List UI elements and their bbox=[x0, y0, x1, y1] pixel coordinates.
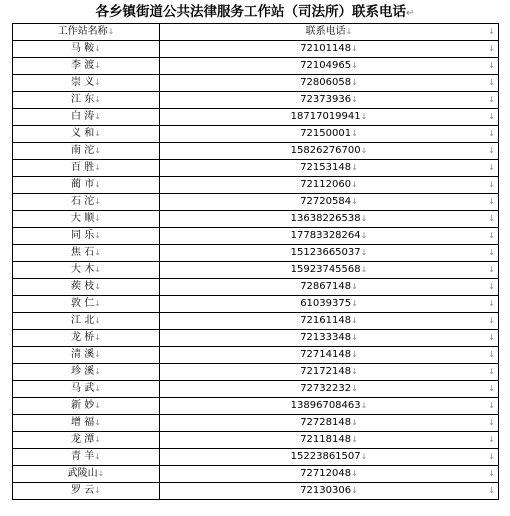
document-title bbox=[0, 4, 510, 20]
phone-number-cell bbox=[160, 415, 499, 432]
table-row bbox=[13, 415, 499, 432]
row-end-mark-icon: ↓ bbox=[488, 214, 495, 223]
phone-number-cell bbox=[160, 364, 499, 381]
phone-number: 72712048 bbox=[300, 468, 352, 479]
cell-mark-icon: ↓ bbox=[94, 180, 101, 189]
row-end-mark-icon: ↓ bbox=[488, 350, 495, 359]
cell-mark-icon: ↓ bbox=[94, 61, 101, 70]
cell-mark-icon: ↓ bbox=[351, 333, 358, 342]
phone-number-cell bbox=[160, 313, 499, 330]
row-end-mark-icon: ↓ bbox=[488, 367, 495, 376]
table-row bbox=[13, 143, 499, 160]
station-name: 大 木 bbox=[71, 264, 95, 275]
cell-mark-icon: ↓ bbox=[94, 146, 101, 155]
station-name-cell bbox=[13, 160, 160, 177]
cell-mark-icon: ↓ bbox=[94, 214, 101, 223]
phone-number-cell bbox=[160, 262, 499, 279]
phone-number-cell bbox=[160, 296, 499, 313]
cell-mark-icon: ↓ bbox=[94, 163, 101, 172]
station-name-cell bbox=[13, 109, 160, 126]
header-phone-cell bbox=[160, 24, 499, 41]
phone-number: 72150001 bbox=[300, 128, 352, 139]
cell-mark-icon: ↓ bbox=[351, 435, 358, 444]
table-row bbox=[13, 58, 499, 75]
header-name-cell bbox=[13, 24, 160, 41]
cell-mark-icon: ↓ bbox=[360, 146, 368, 155]
cell-mark-icon: ↓ bbox=[94, 401, 101, 410]
row-end-mark-icon: ↓ bbox=[488, 248, 495, 257]
phone-number: 72161148 bbox=[300, 315, 352, 326]
cell-mark-icon: ↓ bbox=[94, 44, 101, 53]
cell-mark-icon: ↓ bbox=[351, 316, 358, 325]
phone-number: 72172148 bbox=[300, 366, 352, 377]
cell-mark-icon: ↓ bbox=[94, 112, 101, 121]
phone-number-cell bbox=[160, 177, 499, 194]
row-end-mark-icon: ↓ bbox=[488, 435, 495, 444]
phone-number: 72153148 bbox=[300, 162, 352, 173]
station-name-cell bbox=[13, 41, 160, 58]
table-row bbox=[13, 262, 499, 279]
station-name: 蒺 枝 bbox=[71, 281, 95, 292]
station-name-cell bbox=[13, 466, 160, 483]
station-name: 珍 溪 bbox=[71, 366, 95, 377]
phone-number-cell bbox=[160, 398, 499, 415]
phone-number-cell bbox=[160, 381, 499, 398]
row-end-mark-icon: ↓ bbox=[488, 401, 495, 410]
phone-number-cell bbox=[160, 432, 499, 449]
cell-mark-icon: ↓ bbox=[94, 316, 101, 325]
phone-number: 72732232 bbox=[300, 383, 352, 394]
station-name-cell bbox=[13, 177, 160, 194]
station-name: 南 沱 bbox=[71, 145, 95, 156]
phone-number: 13638226538 bbox=[290, 213, 361, 224]
station-name: 马 武 bbox=[71, 383, 95, 394]
station-name-cell bbox=[13, 58, 160, 75]
row-end-mark-icon: ↓ bbox=[488, 469, 495, 478]
table-row bbox=[13, 347, 499, 364]
row-end-mark-icon: ↓ bbox=[488, 384, 495, 393]
cell-mark-icon: ↓ bbox=[351, 282, 358, 291]
row-end-mark-icon: ↓ bbox=[488, 78, 495, 87]
row-end-mark-icon: ↓ bbox=[488, 282, 495, 291]
phone-number-cell bbox=[160, 228, 499, 245]
station-name-cell bbox=[13, 347, 160, 364]
cell-mark-icon: ↓ bbox=[94, 282, 101, 291]
phone-number: 72373936 bbox=[300, 94, 352, 105]
phone-number: 72130306 bbox=[300, 485, 352, 496]
station-name-cell bbox=[13, 330, 160, 347]
cell-mark-icon: ↓ bbox=[94, 486, 101, 495]
station-name-cell bbox=[13, 381, 160, 398]
row-end-mark-icon: ↓ bbox=[488, 112, 495, 121]
cell-mark-icon: ↓ bbox=[94, 231, 101, 240]
phone-number: 17783328264 bbox=[290, 230, 361, 241]
table-row bbox=[13, 432, 499, 449]
phone-number: 61039375 bbox=[300, 298, 352, 309]
cell-mark-icon: ↓ bbox=[351, 486, 358, 495]
phone-number-cell bbox=[160, 330, 499, 347]
phone-number: 72101148 bbox=[300, 43, 352, 54]
station-name-cell bbox=[13, 449, 160, 466]
cell-mark-icon: ↓ bbox=[94, 452, 101, 461]
station-name: 义 和 bbox=[71, 128, 95, 139]
phone-number: 72112060 bbox=[300, 179, 352, 190]
phone-number: 15223861507 bbox=[290, 451, 361, 462]
paragraph-mark-icon: ↵ bbox=[406, 8, 415, 19]
station-name: 武陵山 bbox=[67, 468, 98, 479]
table-row bbox=[13, 449, 499, 466]
row-end-mark-icon: ↓ bbox=[488, 61, 495, 70]
table-row bbox=[13, 466, 499, 483]
table-row bbox=[13, 177, 499, 194]
cell-mark-icon: ↓ bbox=[351, 163, 358, 172]
header-name-label: 工作站名称 bbox=[57, 26, 108, 37]
cell-mark-icon: ↓ bbox=[351, 61, 358, 70]
table-row bbox=[13, 313, 499, 330]
phone-number-cell bbox=[160, 483, 499, 500]
table-row bbox=[13, 398, 499, 415]
row-end-mark-icon: ↓ bbox=[488, 316, 495, 325]
station-name-cell bbox=[13, 143, 160, 160]
phone-number: 72867148 bbox=[300, 281, 352, 292]
table-row bbox=[13, 75, 499, 92]
cell-mark-icon: ↓ bbox=[351, 469, 358, 478]
phone-number: 72714148 bbox=[300, 349, 352, 360]
station-name: 江 北 bbox=[71, 315, 95, 326]
station-name: 敦 仁 bbox=[71, 298, 95, 309]
cell-mark-icon: ↓ bbox=[351, 384, 358, 393]
phone-number-cell bbox=[160, 92, 499, 109]
phone-number: 72728148 bbox=[300, 417, 352, 428]
phone-number: 18717019941 bbox=[290, 111, 361, 122]
phone-number-cell bbox=[160, 58, 499, 75]
station-name-cell bbox=[13, 194, 160, 211]
row-end-mark-icon: ↓ bbox=[488, 95, 495, 104]
table-row bbox=[13, 126, 499, 143]
station-name: 大 顺 bbox=[71, 213, 95, 224]
cell-mark-icon: ↓ bbox=[360, 401, 368, 410]
station-name-cell bbox=[13, 296, 160, 313]
contact-table bbox=[12, 23, 499, 500]
phone-number-cell bbox=[160, 245, 499, 262]
station-name-cell bbox=[13, 92, 160, 109]
cell-mark-icon: ↓ bbox=[345, 27, 353, 36]
station-name: 龙 桥 bbox=[71, 332, 95, 343]
phone-number-cell bbox=[160, 160, 499, 177]
cell-mark-icon: ↓ bbox=[94, 265, 101, 274]
station-name: 百 胜 bbox=[71, 162, 95, 173]
station-name-cell bbox=[13, 262, 160, 279]
phone-number: 72720584 bbox=[300, 196, 352, 207]
table-row bbox=[13, 228, 499, 245]
station-name-cell bbox=[13, 483, 160, 500]
table-row bbox=[13, 194, 499, 211]
cell-mark-icon: ↓ bbox=[94, 248, 101, 257]
row-end-mark-icon: ↓ bbox=[488, 231, 495, 240]
station-name: 蔺 市 bbox=[71, 179, 95, 190]
station-name-cell bbox=[13, 228, 160, 245]
row-end-mark-icon: ↓ bbox=[488, 129, 495, 138]
phone-number-cell bbox=[160, 347, 499, 364]
row-end-mark-icon: ↓ bbox=[488, 299, 495, 308]
station-name: 江 东 bbox=[71, 94, 95, 105]
cell-mark-icon: ↓ bbox=[360, 231, 368, 240]
phone-number: 72118148 bbox=[300, 434, 352, 445]
cell-mark-icon: ↓ bbox=[94, 367, 101, 376]
cell-mark-icon: ↓ bbox=[94, 299, 101, 308]
station-name-cell bbox=[13, 279, 160, 296]
station-name-cell bbox=[13, 211, 160, 228]
table-row bbox=[13, 211, 499, 228]
cell-mark-icon: ↓ bbox=[94, 418, 101, 427]
station-name-cell bbox=[13, 313, 160, 330]
phone-number: 15826276700 bbox=[290, 145, 361, 156]
table-row bbox=[13, 92, 499, 109]
cell-mark-icon: ↓ bbox=[360, 248, 368, 257]
station-name-cell bbox=[13, 415, 160, 432]
cell-mark-icon: ↓ bbox=[351, 299, 358, 308]
cell-mark-icon: ↓ bbox=[351, 418, 358, 427]
cell-mark-icon: ↓ bbox=[351, 44, 358, 53]
row-end-mark-icon: ↓ bbox=[488, 163, 495, 172]
station-name: 清 溪 bbox=[71, 349, 95, 360]
phone-number-cell bbox=[160, 109, 499, 126]
cell-mark-icon: ↓ bbox=[351, 129, 358, 138]
cell-mark-icon: ↓ bbox=[94, 333, 101, 342]
table-row bbox=[13, 279, 499, 296]
station-name: 龙 潭 bbox=[71, 434, 95, 445]
phone-number-cell bbox=[160, 279, 499, 296]
station-name: 新 妙 bbox=[71, 400, 95, 411]
table-header-row bbox=[13, 24, 499, 41]
station-name: 李 渡 bbox=[71, 60, 95, 71]
station-name: 石 沱 bbox=[71, 196, 95, 207]
phone-number: 13896708463 bbox=[290, 400, 361, 411]
cell-mark-icon: ↓ bbox=[107, 27, 115, 36]
station-name: 白 涛 bbox=[71, 111, 95, 122]
row-end-mark-icon: ↓ bbox=[488, 265, 495, 274]
row-end-mark-icon: ↓ bbox=[488, 418, 495, 427]
row-end-mark-icon: ↓ bbox=[488, 27, 495, 36]
cell-mark-icon: ↓ bbox=[94, 129, 101, 138]
row-end-mark-icon: ↓ bbox=[488, 197, 495, 206]
cell-mark-icon: ↓ bbox=[351, 367, 358, 376]
row-end-mark-icon: ↓ bbox=[488, 44, 495, 53]
cell-mark-icon: ↓ bbox=[360, 214, 368, 223]
cell-mark-icon: ↓ bbox=[351, 350, 358, 359]
header-phone-label: 联系电话 bbox=[305, 26, 346, 37]
table-row bbox=[13, 330, 499, 347]
cell-mark-icon: ↓ bbox=[94, 350, 101, 359]
station-name: 崇 义 bbox=[71, 77, 95, 88]
cell-mark-icon: ↓ bbox=[94, 197, 101, 206]
phone-number-cell bbox=[160, 211, 499, 228]
station-name: 马 鞍 bbox=[71, 43, 95, 54]
cell-mark-icon: ↓ bbox=[351, 95, 358, 104]
phone-number-cell bbox=[160, 41, 499, 58]
cell-mark-icon: ↓ bbox=[351, 197, 358, 206]
document-title-text: 各乡镇街道公共法律服务工作站（司法所）联系电话 bbox=[95, 4, 407, 20]
station-name: 青 羊 bbox=[71, 451, 95, 462]
table-row bbox=[13, 245, 499, 262]
cell-mark-icon: ↓ bbox=[351, 78, 358, 87]
station-name: 罗 云 bbox=[71, 485, 95, 496]
row-end-mark-icon: ↓ bbox=[488, 486, 495, 495]
table-row bbox=[13, 160, 499, 177]
phone-number: 15923745568 bbox=[290, 264, 361, 275]
phone-number: 72104965 bbox=[300, 60, 352, 71]
cell-mark-icon: ↓ bbox=[94, 95, 101, 104]
station-name-cell bbox=[13, 126, 160, 143]
phone-number-cell bbox=[160, 75, 499, 92]
cell-mark-icon: ↓ bbox=[94, 384, 101, 393]
table-row bbox=[13, 381, 499, 398]
row-end-mark-icon: ↓ bbox=[488, 146, 495, 155]
table-row bbox=[13, 109, 499, 126]
cell-mark-icon: ↓ bbox=[94, 78, 101, 87]
table-row bbox=[13, 483, 499, 500]
station-name-cell bbox=[13, 432, 160, 449]
station-name: 同 乐 bbox=[71, 230, 95, 241]
cell-mark-icon: ↓ bbox=[360, 112, 368, 121]
cell-mark-icon: ↓ bbox=[351, 180, 358, 189]
row-end-mark-icon: ↓ bbox=[488, 180, 495, 189]
table-row bbox=[13, 364, 499, 381]
station-name-cell bbox=[13, 245, 160, 262]
phone-number-cell bbox=[160, 143, 499, 160]
contact-table-body bbox=[13, 24, 499, 500]
table-row bbox=[13, 296, 499, 313]
phone-number-cell bbox=[160, 466, 499, 483]
station-name-cell bbox=[13, 398, 160, 415]
cell-mark-icon: ↓ bbox=[360, 452, 368, 461]
phone-number-cell bbox=[160, 449, 499, 466]
cell-mark-icon: ↓ bbox=[360, 265, 368, 274]
phone-number: 72806058 bbox=[300, 77, 352, 88]
phone-number-cell bbox=[160, 126, 499, 143]
station-name: 焦 石 bbox=[71, 247, 95, 258]
station-name: 增 福 bbox=[71, 417, 95, 428]
row-end-mark-icon: ↓ bbox=[488, 333, 495, 342]
station-name-cell bbox=[13, 75, 160, 92]
row-end-mark-icon: ↓ bbox=[488, 452, 495, 461]
cell-mark-icon: ↓ bbox=[97, 469, 105, 478]
table-row bbox=[13, 41, 499, 58]
station-name-cell bbox=[13, 364, 160, 381]
phone-number-cell bbox=[160, 194, 499, 211]
cell-mark-icon: ↓ bbox=[94, 435, 101, 444]
phone-number: 72133348 bbox=[300, 332, 352, 343]
phone-number: 15123665037 bbox=[290, 247, 361, 258]
